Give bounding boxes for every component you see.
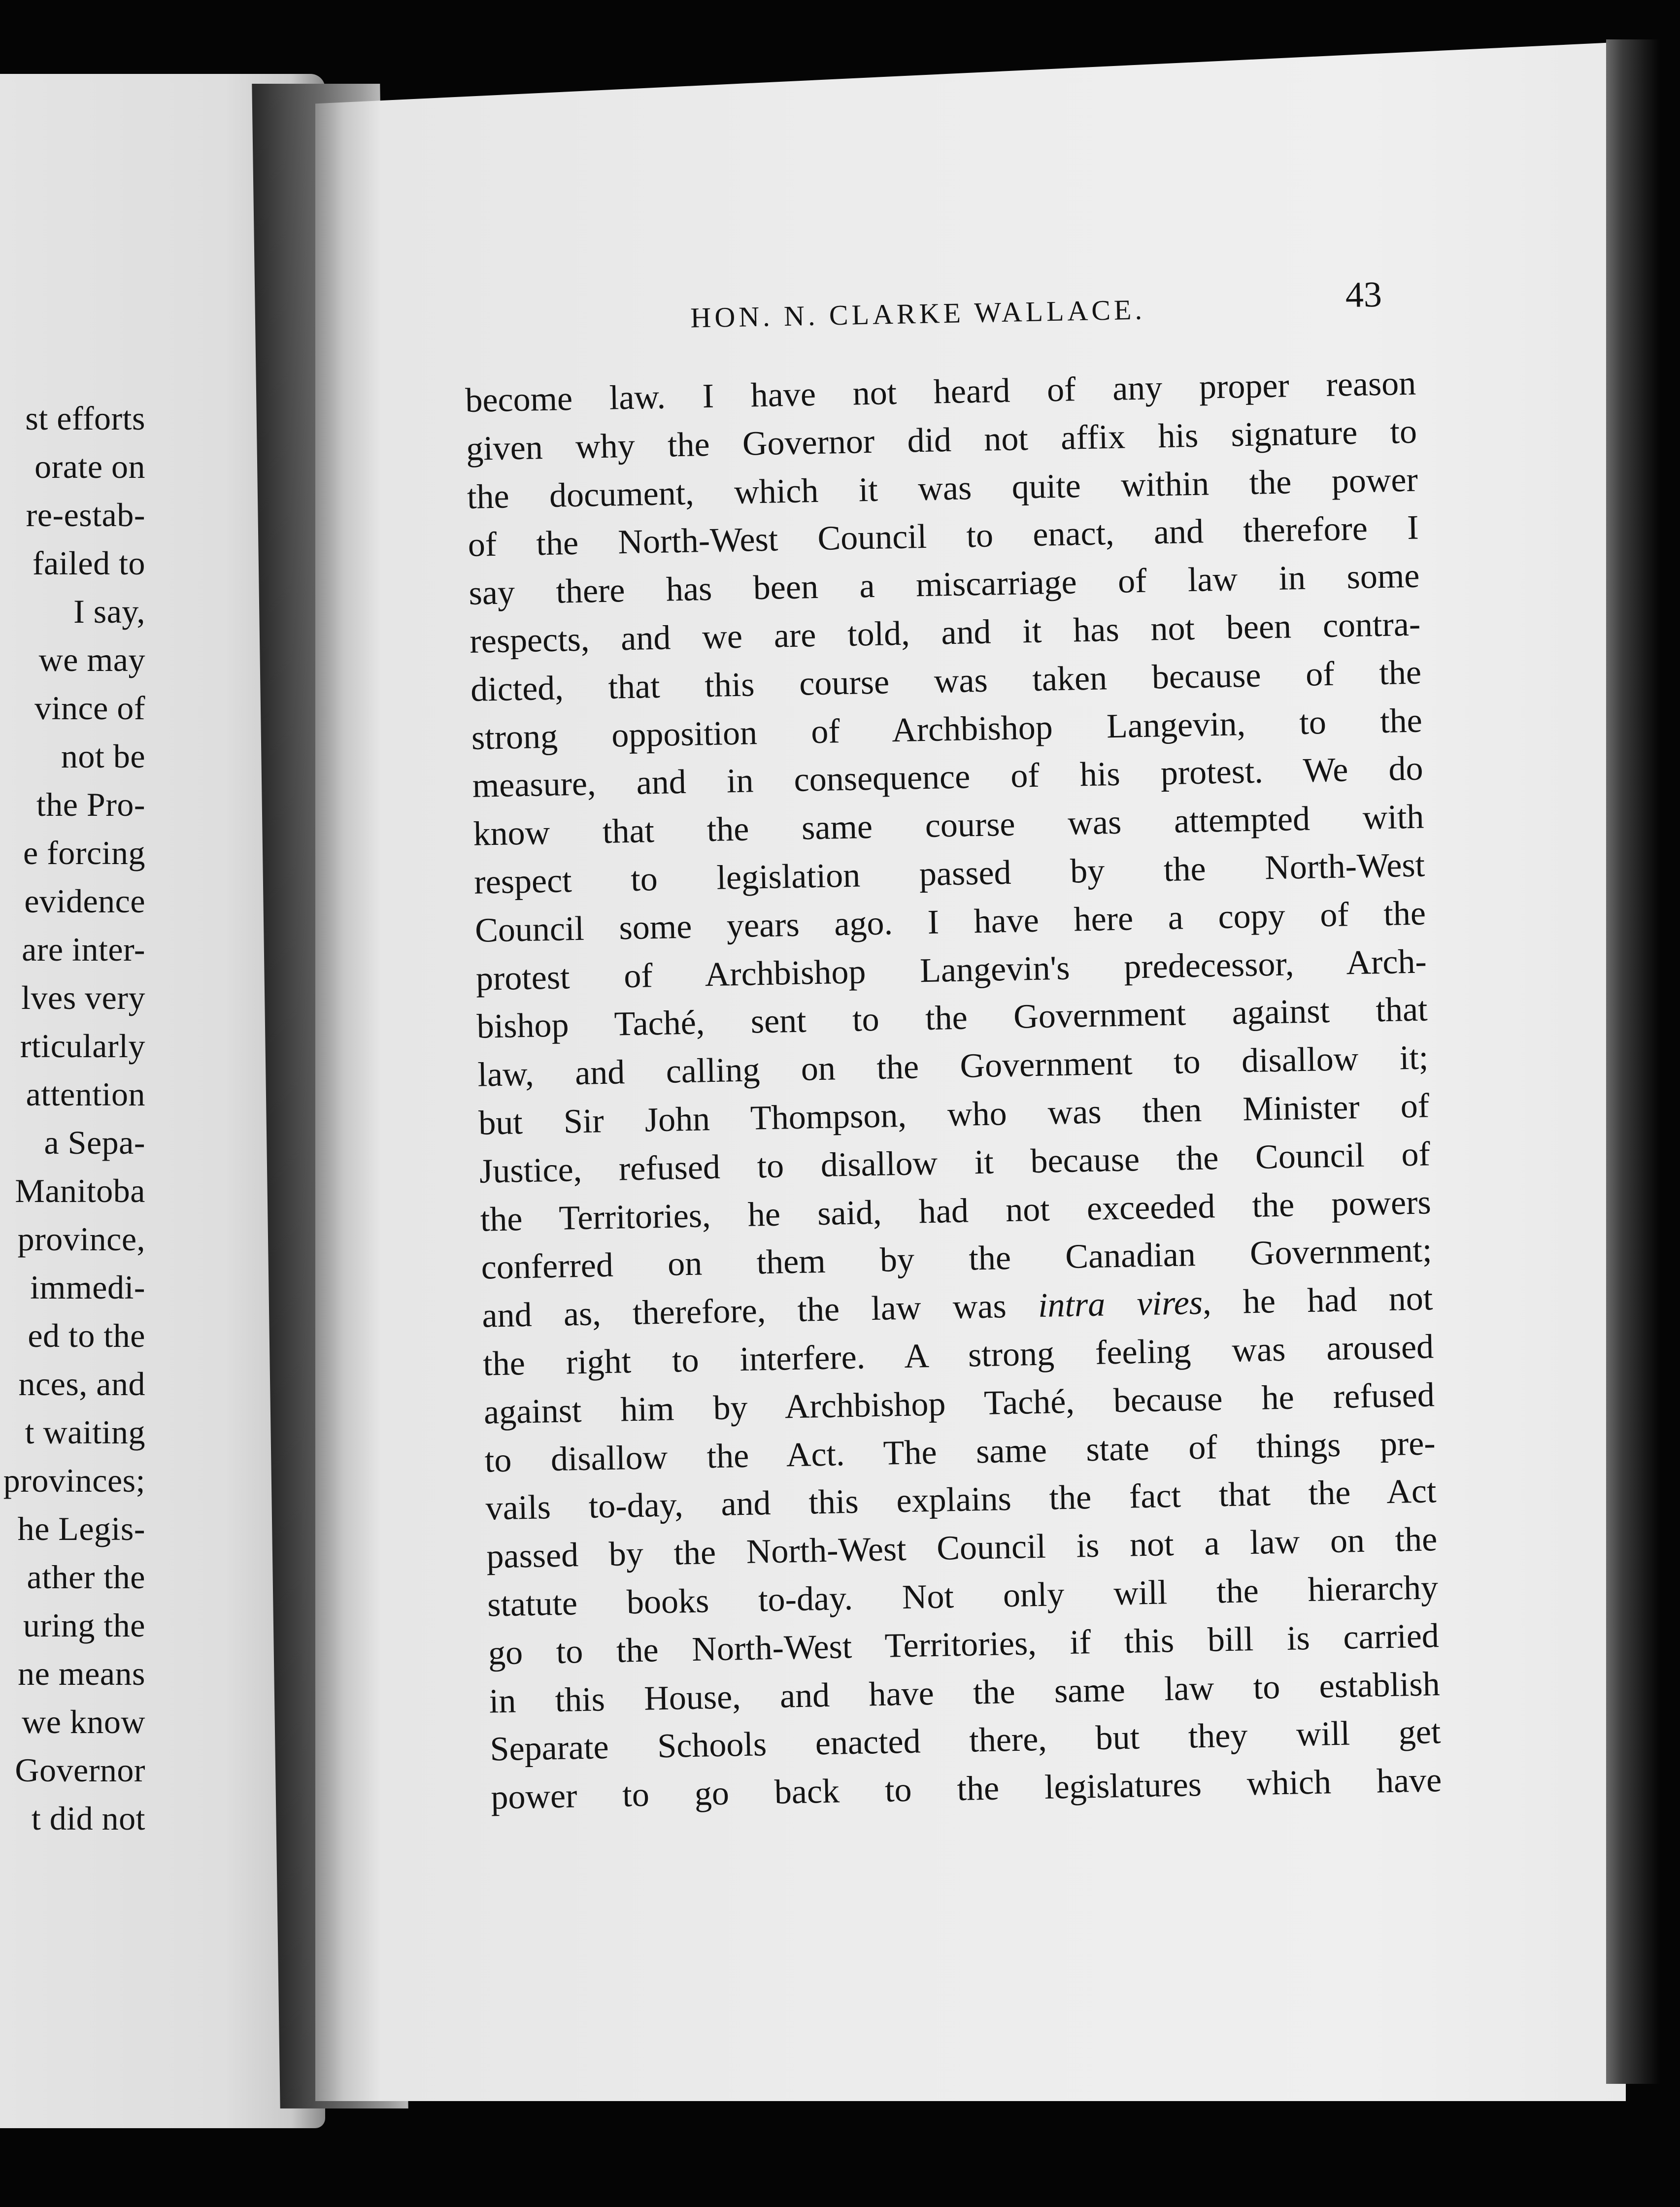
text-line: go to the North-West Territories, if this bill is carried xyxy=(488,1616,1440,1672)
facing-line: e forcing xyxy=(23,834,145,871)
facing-line: nces, and xyxy=(18,1365,145,1403)
text-segment: , he had not xyxy=(1202,1279,1433,1322)
page-number: 43 xyxy=(1345,274,1382,316)
facing-line: I say, xyxy=(73,593,145,630)
facing-line: orate on xyxy=(34,448,145,485)
text-line: of the North-West Council to enact, and therefore I xyxy=(468,508,1419,565)
facing-line: uring the xyxy=(23,1606,145,1644)
text-line: measure, and in consequence of his protest. We do xyxy=(472,749,1424,805)
text-line: respects, and we are told, and it has not been contra- xyxy=(469,605,1421,661)
text-segment: and as, therefore, the law was xyxy=(481,1287,1039,1335)
facing-line: Governor xyxy=(15,1751,145,1789)
facing-line: lves very xyxy=(21,979,145,1016)
text-line: become law. I have not heard of any proper reason xyxy=(465,364,1416,420)
facing-line: failed to xyxy=(32,544,145,582)
facing-line: attention xyxy=(26,1075,145,1113)
running-head: HON. N. CLARKE WALLACE. xyxy=(690,293,1146,334)
facing-line: immedi- xyxy=(30,1269,145,1306)
text-line: Justice, refused to disallow it because the Council of xyxy=(479,1135,1431,1191)
text-line: protest of Archbishop Langevin's predecessor, Arch- xyxy=(475,942,1427,998)
facing-line: ather the xyxy=(27,1558,145,1596)
facing-line: Manitoba xyxy=(15,1172,145,1209)
text-line: dicted, that this course was taken because of the xyxy=(470,653,1422,709)
facing-line: the Pro- xyxy=(36,786,145,823)
text-line: the document, which it was quite within the power xyxy=(467,461,1418,516)
text-line: Separate Schools enacted there, but they will get xyxy=(489,1713,1442,1769)
facing-line: ed to the xyxy=(28,1317,145,1354)
facing-line: vince of xyxy=(34,689,145,727)
text-line: the right to interfere. A strong feeling was aroused xyxy=(482,1328,1434,1383)
facing-line: a Sepa- xyxy=(44,1124,145,1161)
text-line: know that the same course was attempted with xyxy=(472,798,1424,853)
facing-line: evidence xyxy=(24,882,145,920)
italic-phrase: intra vires xyxy=(1038,1283,1203,1325)
text-line: statute books to-day. Not only will the hierarchy xyxy=(487,1569,1439,1624)
text-line: passed by the North-West Council is not a law on the xyxy=(486,1520,1438,1576)
text-line: strong opposition of Archbishop Langevin, to the xyxy=(471,702,1423,757)
text-line: vails to-day, and this explains the fact that the Act xyxy=(485,1472,1437,1528)
text-line: in this House, and have the same law to establish xyxy=(489,1665,1441,1721)
facing-page-text xyxy=(0,394,145,1842)
facing-line: we know xyxy=(22,1703,145,1740)
facing-line: re-estab- xyxy=(26,496,145,534)
facing-line: t did not xyxy=(31,1800,145,1837)
facing-line: we may xyxy=(38,641,145,678)
page-edge-shadow xyxy=(1606,39,1660,2084)
body-text xyxy=(465,360,1442,1822)
text-line: given why the Governor did not affix his signature to xyxy=(466,412,1417,468)
text-line: against him by Archbishop Taché, because he refused xyxy=(483,1375,1435,1432)
text-line: Council some years ago. I have here a copy of the xyxy=(474,894,1426,950)
text-line: but Sir John Thompson, who was then Minister of xyxy=(478,1087,1430,1142)
text-line: respect to legislation passed by the North-West xyxy=(473,846,1425,902)
facing-line: province, xyxy=(17,1220,145,1258)
facing-line: provinces; xyxy=(3,1462,145,1499)
facing-line: ne means xyxy=(18,1655,145,1692)
text-line: to disallow the Act. The same state of things pre- xyxy=(484,1424,1436,1480)
text-line: law, and calling on the Government to disallow it; xyxy=(477,1038,1429,1094)
facing-line: st efforts xyxy=(25,400,145,437)
facing-line: rticularly xyxy=(20,1027,145,1065)
facing-line: t waiting xyxy=(25,1413,145,1451)
text-line: conferred on them by the Canadian Government; xyxy=(481,1231,1433,1287)
text-line: bishop Taché, sent to the Government against that xyxy=(476,990,1428,1046)
text-line: say there has been a miscarriage of law in some xyxy=(468,557,1420,613)
facing-line: are inter- xyxy=(22,931,145,968)
facing-line: not be xyxy=(61,737,145,775)
main-page-content xyxy=(463,263,1447,1857)
facing-line: he Legis- xyxy=(17,1510,145,1547)
text-line: power to go back to the legislatures which have xyxy=(490,1761,1442,1817)
text-line: the Territories, he said, had not exceeded the powers xyxy=(480,1183,1432,1239)
